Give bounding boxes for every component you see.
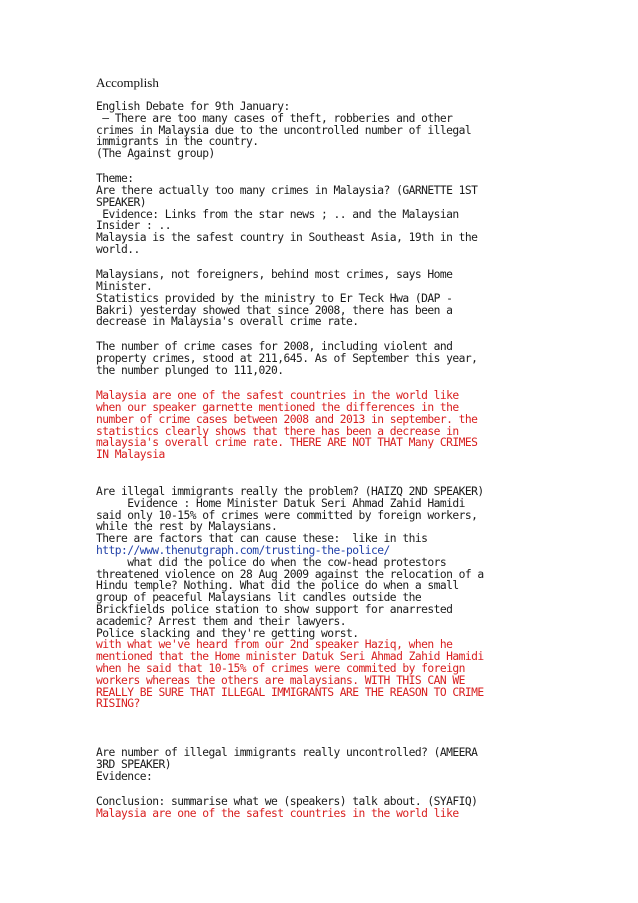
text-line: property crimes, stood at 211,645. As of September this year, bbox=[96, 352, 478, 366]
highlighted-line: Malaysia are one of the safest countries in the world like bbox=[96, 806, 459, 820]
text-line: Statistics provided by the ministry to Er Teck Hwa (DAP - bbox=[96, 291, 453, 305]
text-line: Minister. bbox=[96, 279, 153, 293]
paragraph bbox=[96, 269, 546, 328]
text-line: Evidence: bbox=[96, 769, 153, 783]
text-line: 3RD SPEAKER) bbox=[96, 757, 172, 771]
text-line: Theme: bbox=[96, 172, 134, 186]
text-line: The number of crime cases for 2008, including violent and bbox=[96, 340, 453, 354]
paragraph-gap bbox=[96, 256, 546, 269]
paragraph-gap bbox=[96, 377, 546, 390]
paragraph bbox=[96, 101, 546, 160]
text-line: while the rest by Malaysians. bbox=[96, 520, 278, 534]
paragraph bbox=[96, 796, 546, 820]
text-line: Are number of illegal immigrants really uncontrolled? (AMEERA bbox=[96, 746, 478, 760]
text-line: (The Against group) bbox=[96, 147, 215, 161]
paragraph-gap bbox=[96, 461, 546, 486]
text-line: decrease in Malaysia's overall crime rate. bbox=[96, 315, 359, 329]
text-line: threatened violence on 28 Aug 2009 against the relocation of a bbox=[96, 567, 484, 581]
highlighted-line: when he said that 10-15% of crimes were commited by foreign bbox=[96, 661, 465, 675]
text-line: There are factors that can cause these: like in this bbox=[96, 532, 428, 546]
highlighted-line: when our speaker garnette mentioned the differences in the bbox=[96, 400, 459, 414]
highlighted-line: Malaysia are one of the safest countries in the world like bbox=[96, 389, 459, 403]
text-line: Are there actually too many crimes in Malaysia? (GARNETTE 1ST bbox=[96, 184, 478, 198]
text-line: said only 10-15% of crimes were committed by foreign workers, bbox=[96, 508, 478, 522]
paragraph bbox=[96, 486, 546, 710]
text-line: Malaysians, not foreigners, behind most crimes, says Home bbox=[96, 268, 453, 282]
paragraph-gap bbox=[96, 328, 546, 341]
paragraph bbox=[96, 747, 546, 782]
highlighted-line: workers whereas the others are malaysians. WITH THIS CAN WE bbox=[96, 673, 465, 687]
paragraph-gap bbox=[96, 782, 546, 795]
highlighted-line: number of crime cases between 2008 and 2013 in september. the bbox=[96, 412, 478, 426]
text-line: SPEAKER) bbox=[96, 195, 147, 209]
text-line: Hindu temple? Nothing. What did the police do when a small bbox=[96, 579, 459, 593]
text-line: academic? Arrest them and their lawyers. bbox=[96, 614, 347, 628]
text-line: world.. bbox=[96, 243, 140, 257]
text-line: group of peaceful Malaysians lit candles outside the bbox=[96, 591, 422, 605]
text-line: – There are too many cases of theft, robberies and other bbox=[96, 111, 453, 125]
paragraph bbox=[96, 341, 546, 376]
highlighted-line: with what we've heard from our 2nd speaker Haziq, when he bbox=[96, 638, 453, 652]
text-line: immigrants in the country. bbox=[96, 135, 259, 149]
text-line: Bakri) yesterday showed that since 2008, there has been a bbox=[96, 303, 453, 317]
text-line: Conclusion: summarise what we (speakers) talk about. (SYAFIQ) bbox=[96, 794, 478, 808]
text-line: Police slacking and they're getting worst. bbox=[96, 626, 359, 640]
highlighted-line: statistics clearly shows that there has been a decrease in bbox=[96, 424, 459, 438]
text-line: Are illegal immigrants really the problem? (HAIZQ 2ND SPEAKER) bbox=[96, 485, 484, 498]
document-title: Accomplish bbox=[96, 75, 159, 90]
highlighted-line: RISING? bbox=[96, 697, 140, 711]
text-line: Malaysia is the safest country in Southeast Asia, 19th in the bbox=[96, 231, 478, 245]
link-text[interactable]: http://www.thenutgraph.com/trusting-the-police/ bbox=[96, 543, 390, 557]
highlighted-line: IN Malaysia bbox=[96, 448, 165, 462]
text-line: the number plunged to 111,020. bbox=[96, 364, 284, 378]
text-line: Evidence : Home Minister Datuk Seri Ahmad Zahid Hamidi bbox=[96, 496, 465, 510]
paragraph bbox=[96, 390, 546, 461]
highlighted-line: REALLY BE SURE THAT ILLEGAL IMMIGRANTS ARE THE REASON TO CRIME bbox=[96, 685, 484, 699]
text-line: what did the police do when the cow-head protestors bbox=[96, 555, 447, 569]
highlighted-line: mentioned that the Home minister Datuk Seri Ahmad Zahid Hamidi bbox=[96, 650, 484, 664]
text-line: Evidence: Links from the star news ; .. and the Malaysian bbox=[96, 207, 459, 221]
paragraph bbox=[96, 173, 546, 256]
text-line: English Debate for 9th January: bbox=[96, 100, 290, 113]
document-body bbox=[96, 101, 546, 819]
text-line: crimes in Malaysia due to the uncontrolled number of illegal bbox=[96, 123, 472, 137]
paragraph-gap bbox=[96, 160, 546, 173]
text-line: Insider : .. bbox=[96, 219, 172, 233]
paragraph-gap bbox=[96, 710, 546, 747]
highlighted-line: malaysia's overall crime rate. THERE ARE NOT THAT Many CRIMES bbox=[96, 436, 478, 450]
text-line: Brickfields police station to show support for anarrested bbox=[96, 602, 453, 616]
